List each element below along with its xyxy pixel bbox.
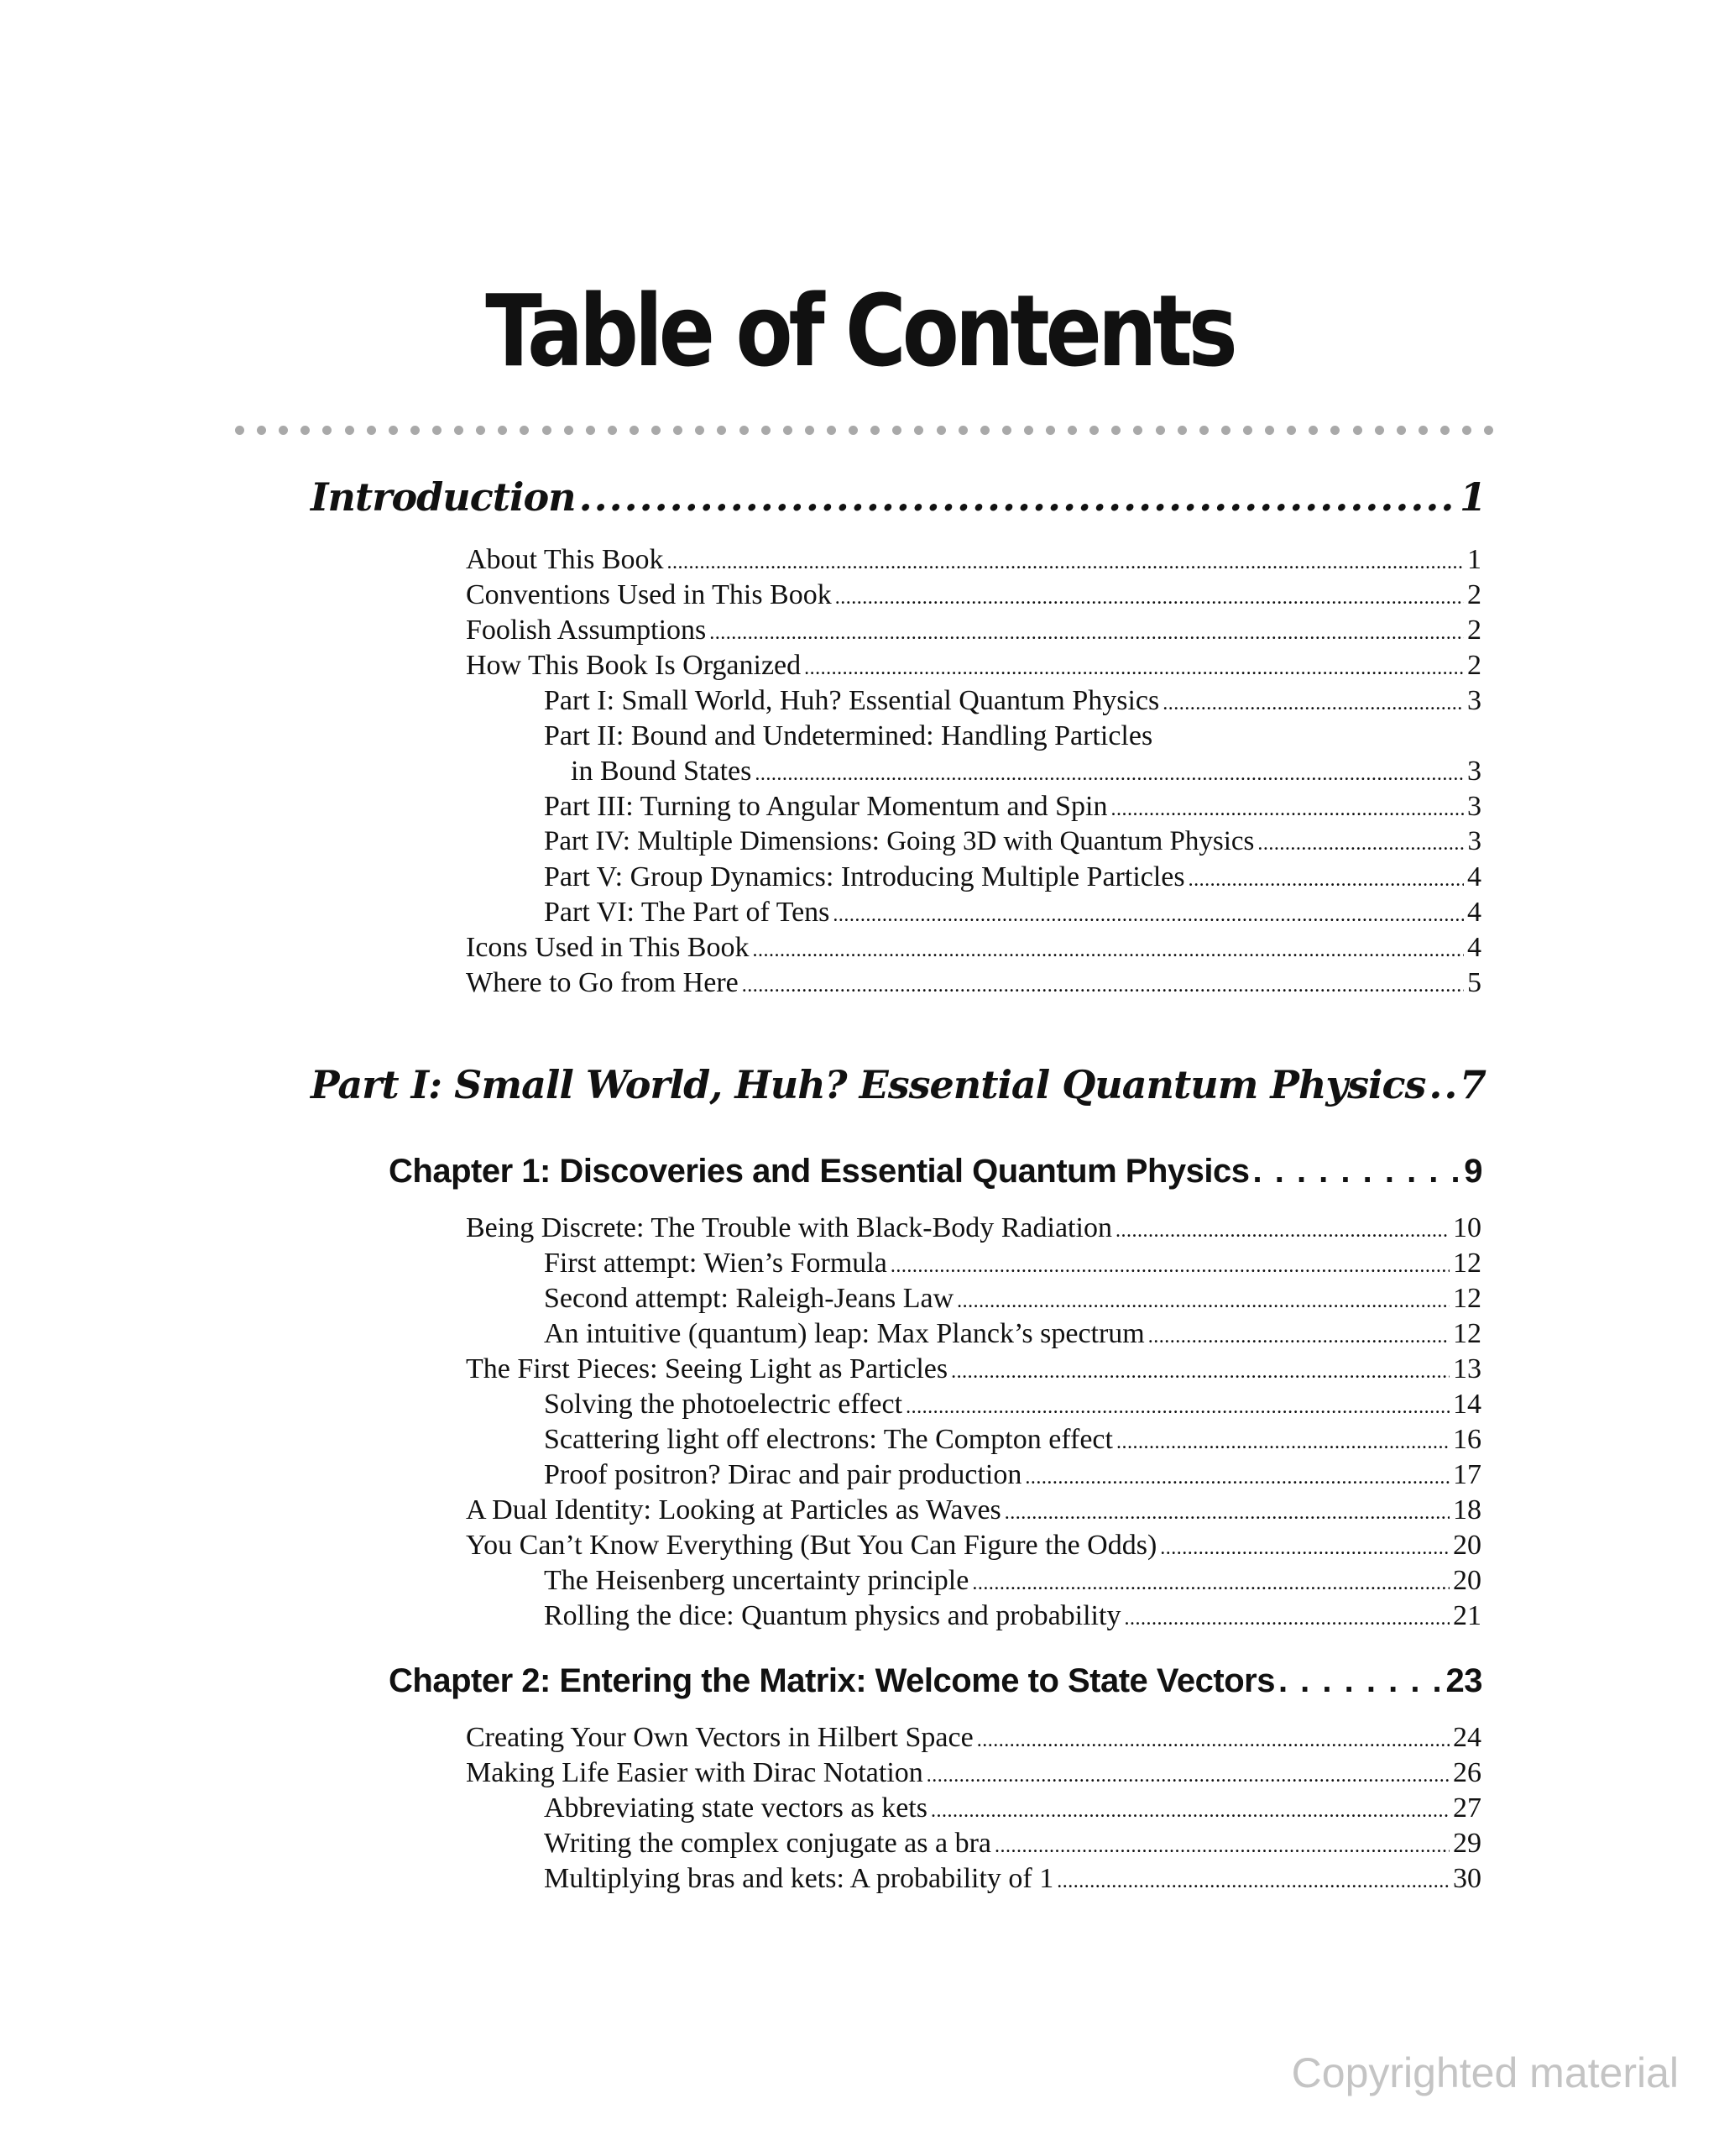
entry-title: How This Book Is Organized	[466, 650, 802, 681]
toc-subentry[interactable]	[544, 1600, 1481, 1635]
divider-dot	[257, 426, 266, 435]
page-number: 7	[1459, 1062, 1486, 1107]
entry-title: Where to Go from Here	[466, 967, 739, 998]
divider-dot	[937, 426, 946, 435]
entry-title: Proof positron? Dirac and pair production	[544, 1459, 1022, 1490]
divider-dot	[367, 426, 376, 435]
toc-entry[interactable]	[466, 1494, 1481, 1530]
page-number: 21	[1453, 1600, 1481, 1631]
page-number: 3	[1467, 826, 1481, 856]
divider-dot	[520, 426, 529, 435]
divider-dot	[1068, 426, 1077, 435]
entry-title: Abbreviating state vectors as kets	[544, 1792, 927, 1824]
part-title: Introduction	[311, 474, 576, 520]
page-number: 3	[1467, 791, 1481, 822]
divider-dot	[1199, 426, 1209, 435]
leader-dots	[1057, 1871, 1450, 1893]
leader-dots	[1124, 1608, 1450, 1630]
divider-dot	[783, 426, 792, 435]
divider-dot	[805, 426, 814, 435]
page-number: 4	[1467, 897, 1481, 928]
entry-title: Being Discrete: The Trouble with Black-Body Radiation	[466, 1212, 1112, 1243]
toc-subentry[interactable]	[544, 1389, 1481, 1424]
dotted-divider	[235, 424, 1494, 436]
page-number: 3	[1467, 685, 1481, 716]
divider-dot	[476, 426, 485, 435]
toc-subentry[interactable]	[544, 685, 1481, 720]
page-number: 4	[1467, 861, 1481, 892]
entry-title: Making Life Easier with Dirac Notation	[466, 1757, 923, 1788]
entry-title: About This Book	[466, 544, 664, 575]
page-number: 20	[1453, 1530, 1481, 1561]
toc-entry[interactable]	[466, 1212, 1481, 1248]
toc-subentry[interactable]	[544, 1828, 1481, 1863]
leader-dots	[972, 1573, 1450, 1595]
leader-dots	[1429, 1062, 1456, 1107]
toc-subentry[interactable]	[544, 1459, 1481, 1494]
divider-dot	[1178, 426, 1187, 435]
divider-dot	[1243, 426, 1252, 435]
divider-dot	[454, 426, 463, 435]
entry-title: An intuitive (quantum) leap: Max Planck’s spectrum	[544, 1318, 1145, 1349]
divider-dot	[322, 426, 332, 435]
divider-dot	[1265, 426, 1274, 435]
divider-dot	[914, 426, 923, 435]
divider-dot	[1024, 426, 1033, 435]
page-number: 18	[1453, 1494, 1481, 1525]
leader-dots	[891, 1255, 1450, 1278]
toc-subentry[interactable]	[544, 1565, 1481, 1600]
toc-subentry[interactable]	[544, 897, 1481, 932]
toc-entry[interactable]	[466, 1757, 1481, 1792]
entry-title: Writing the complex conjugate as a bra	[544, 1828, 991, 1859]
chapter-title: Chapter 1: Discoveries and Essential Quantum Physics	[389, 1153, 1250, 1190]
divider-dot	[1133, 426, 1142, 435]
entry-title: Solving the photoelectric effect	[544, 1389, 903, 1420]
page-number: 20	[1453, 1565, 1481, 1596]
divider-dot	[586, 426, 595, 435]
page-number: 2	[1467, 579, 1481, 610]
leader-dots	[752, 939, 1464, 962]
leader-dots	[957, 1290, 1450, 1313]
leader-dots	[906, 1396, 1450, 1419]
divider-dot	[1484, 426, 1493, 435]
divider-dot	[410, 426, 420, 435]
page-number: 24	[1453, 1722, 1481, 1753]
entry-title: Second attempt: Raleigh-Jeans Law	[544, 1283, 954, 1314]
toc-subentry-continued[interactable]	[571, 756, 1481, 791]
divider-dot	[1419, 426, 1428, 435]
divider-dot	[235, 426, 244, 435]
entry-title: Creating Your Own Vectors in Hilbert Space	[466, 1722, 974, 1753]
leader-dots	[1148, 1326, 1450, 1348]
divider-dot	[1462, 426, 1471, 435]
entry-title: Icons Used in This Book	[466, 932, 750, 963]
entry-title: Part III: Turning to Angular Momentum and Spin	[544, 791, 1108, 822]
leader-dots	[1163, 693, 1464, 715]
page-number: 27	[1453, 1792, 1481, 1824]
divider-dot	[761, 426, 771, 435]
page-number: 1	[1459, 474, 1486, 520]
toc-subentry[interactable]	[544, 1248, 1481, 1283]
divider-dot	[1046, 426, 1055, 435]
divider-dot	[345, 426, 354, 435]
leader-dots	[667, 552, 1464, 574]
leader-dots	[1116, 1220, 1450, 1243]
page-number: 12	[1453, 1248, 1481, 1279]
divider-dot	[432, 426, 442, 435]
leader-dots	[927, 1765, 1450, 1787]
page-number: 16	[1453, 1424, 1481, 1455]
leader-dots	[1278, 1662, 1443, 1700]
divider-dot	[1330, 426, 1340, 435]
entry-title: The First Pieces: Seeing Light as Particles	[466, 1353, 948, 1384]
leader-dots	[1025, 1467, 1450, 1489]
toc-entry[interactable]	[466, 932, 1481, 967]
page-number: 2	[1467, 615, 1481, 646]
divider-dot	[1111, 426, 1121, 435]
leader-dots	[804, 657, 1464, 680]
toc-entry[interactable]	[466, 967, 1481, 1002]
entry-title: Foolish Assumptions	[466, 615, 707, 646]
toc-subentry[interactable]	[544, 791, 1481, 826]
entry-title: Part VI: The Part of Tens	[544, 897, 830, 928]
entry-title-continued: in Bound States	[571, 756, 752, 787]
entry-title: The Heisenberg uncertainty principle	[544, 1565, 969, 1596]
divider-dot	[717, 426, 726, 435]
toc-subentry[interactable]	[544, 1283, 1481, 1318]
page-number: 26	[1453, 1757, 1481, 1788]
toc-entry[interactable]	[466, 1722, 1481, 1757]
toc-chapter-1[interactable]	[389, 1153, 1482, 1195]
divider-dot	[849, 426, 858, 435]
leader-dots	[1111, 798, 1465, 821]
page-number: 23	[1445, 1662, 1482, 1699]
entry-title: Part IV: Multiple Dimensions: Going 3D with Quantum Physics	[544, 826, 1255, 856]
toc-entry[interactable]	[466, 544, 1481, 579]
divider-dot	[651, 426, 661, 435]
divider-dot	[498, 426, 507, 435]
copyright-watermark: Copyrighted material	[1291, 2049, 1679, 2096]
page-number: 29	[1453, 1828, 1481, 1859]
page-number: 14	[1453, 1389, 1481, 1420]
toc-introduction[interactable]	[311, 474, 1486, 525]
toc-subentry[interactable]	[544, 1318, 1481, 1353]
divider-dot	[870, 426, 880, 435]
entry-title: Part V: Group Dynamics: Introducing Multiple Particles	[544, 861, 1185, 892]
toc-entry[interactable]	[466, 1353, 1481, 1389]
divider-dot	[1221, 426, 1230, 435]
divider-dot	[959, 426, 968, 435]
divider-dot	[1002, 426, 1011, 435]
divider-dot	[1440, 426, 1450, 435]
entry-title: Part I: Small World, Huh? Essential Quantum Physics	[544, 685, 1160, 716]
toc-chapter-2[interactable]	[389, 1662, 1482, 1704]
page-number: 1	[1467, 544, 1481, 575]
divider-dot	[827, 426, 836, 435]
divider-dot	[892, 426, 901, 435]
entry-title: Scattering light off electrons: The Compton effect	[544, 1424, 1113, 1455]
leader-dots	[1257, 833, 1464, 856]
toc-entry[interactable]	[466, 650, 1481, 685]
divider-dot	[1353, 426, 1362, 435]
leader-dots	[1160, 1537, 1450, 1560]
toc-subentry[interactable]	[544, 1792, 1481, 1828]
entry-title: A Dual Identity: Looking at Particles as Waves	[466, 1494, 1001, 1525]
page-number: 9	[1464, 1153, 1482, 1190]
entry-title: First attempt: Wien’s Formula	[544, 1248, 887, 1279]
leader-dots	[931, 1800, 1450, 1823]
toc-subentry[interactable]	[544, 861, 1481, 897]
entry-title: Multiplying bras and kets: A probability of 1	[544, 1863, 1054, 1894]
page-number: 10	[1453, 1212, 1481, 1243]
divider-dot	[1156, 426, 1165, 435]
divider-dot	[1089, 426, 1099, 435]
leader-dots	[742, 975, 1464, 997]
leader-dots	[1005, 1502, 1450, 1525]
page-number: 5	[1467, 967, 1481, 998]
toc-part-1[interactable]	[311, 1062, 1486, 1112]
toc-entry[interactable]	[466, 579, 1481, 615]
divider-dot	[542, 426, 551, 435]
toc-subentry[interactable]	[544, 826, 1481, 861]
part-title: Part I: Small World, Huh? Essential Quantum Physics	[311, 1062, 1426, 1107]
leader-dots	[1252, 1153, 1460, 1191]
leader-dots	[833, 904, 1464, 927]
leader-dots	[579, 474, 1456, 520]
page-number: 4	[1467, 932, 1481, 963]
leader-dots	[755, 763, 1464, 786]
toc-subentry[interactable]	[544, 1424, 1481, 1459]
divider-dot	[1287, 426, 1296, 435]
leader-dots	[1189, 869, 1464, 892]
leader-dots	[835, 587, 1464, 610]
leader-dots	[951, 1361, 1450, 1384]
divider-dot	[1309, 426, 1318, 435]
divider-dot	[389, 426, 398, 435]
divider-dot	[300, 426, 310, 435]
page-title: Table of Contents	[485, 273, 1234, 389]
toc-subentry[interactable]	[544, 1863, 1481, 1898]
leader-dots	[995, 1835, 1450, 1858]
leader-dots	[1116, 1431, 1450, 1454]
divider-dot	[695, 426, 704, 435]
divider-dot	[564, 426, 573, 435]
toc-entry[interactable]	[466, 1530, 1481, 1565]
page-number: 3	[1467, 756, 1481, 787]
entry-title: Conventions Used in This Book	[466, 579, 832, 610]
page-number: 12	[1453, 1283, 1481, 1314]
leader-dots	[977, 1730, 1450, 1752]
page-number: 30	[1453, 1863, 1481, 1894]
page-number: 17	[1453, 1459, 1481, 1490]
divider-dot	[1397, 426, 1406, 435]
divider-dot	[630, 426, 639, 435]
divider-dot	[673, 426, 682, 435]
entry-title: You Can’t Know Everything (But You Can Figure the Odds)	[466, 1530, 1157, 1561]
page-number: 2	[1467, 650, 1481, 681]
page-number: 12	[1453, 1318, 1481, 1349]
chapter-title: Chapter 2: Entering the Matrix: Welcome to State Vectors	[389, 1662, 1275, 1699]
entry-title: Rolling the dice: Quantum physics and probability	[544, 1600, 1121, 1631]
page-number: 13	[1453, 1353, 1481, 1384]
divider-dot	[279, 426, 288, 435]
toc-entry[interactable]	[466, 615, 1481, 650]
divider-dot	[980, 426, 990, 435]
divider-dot	[739, 426, 749, 435]
divider-dot	[1375, 426, 1384, 435]
divider-dot	[608, 426, 617, 435]
leader-dots	[709, 622, 1464, 645]
entry-title[interactable]: Part II: Bound and Undetermined: Handling Particles	[544, 720, 1153, 751]
